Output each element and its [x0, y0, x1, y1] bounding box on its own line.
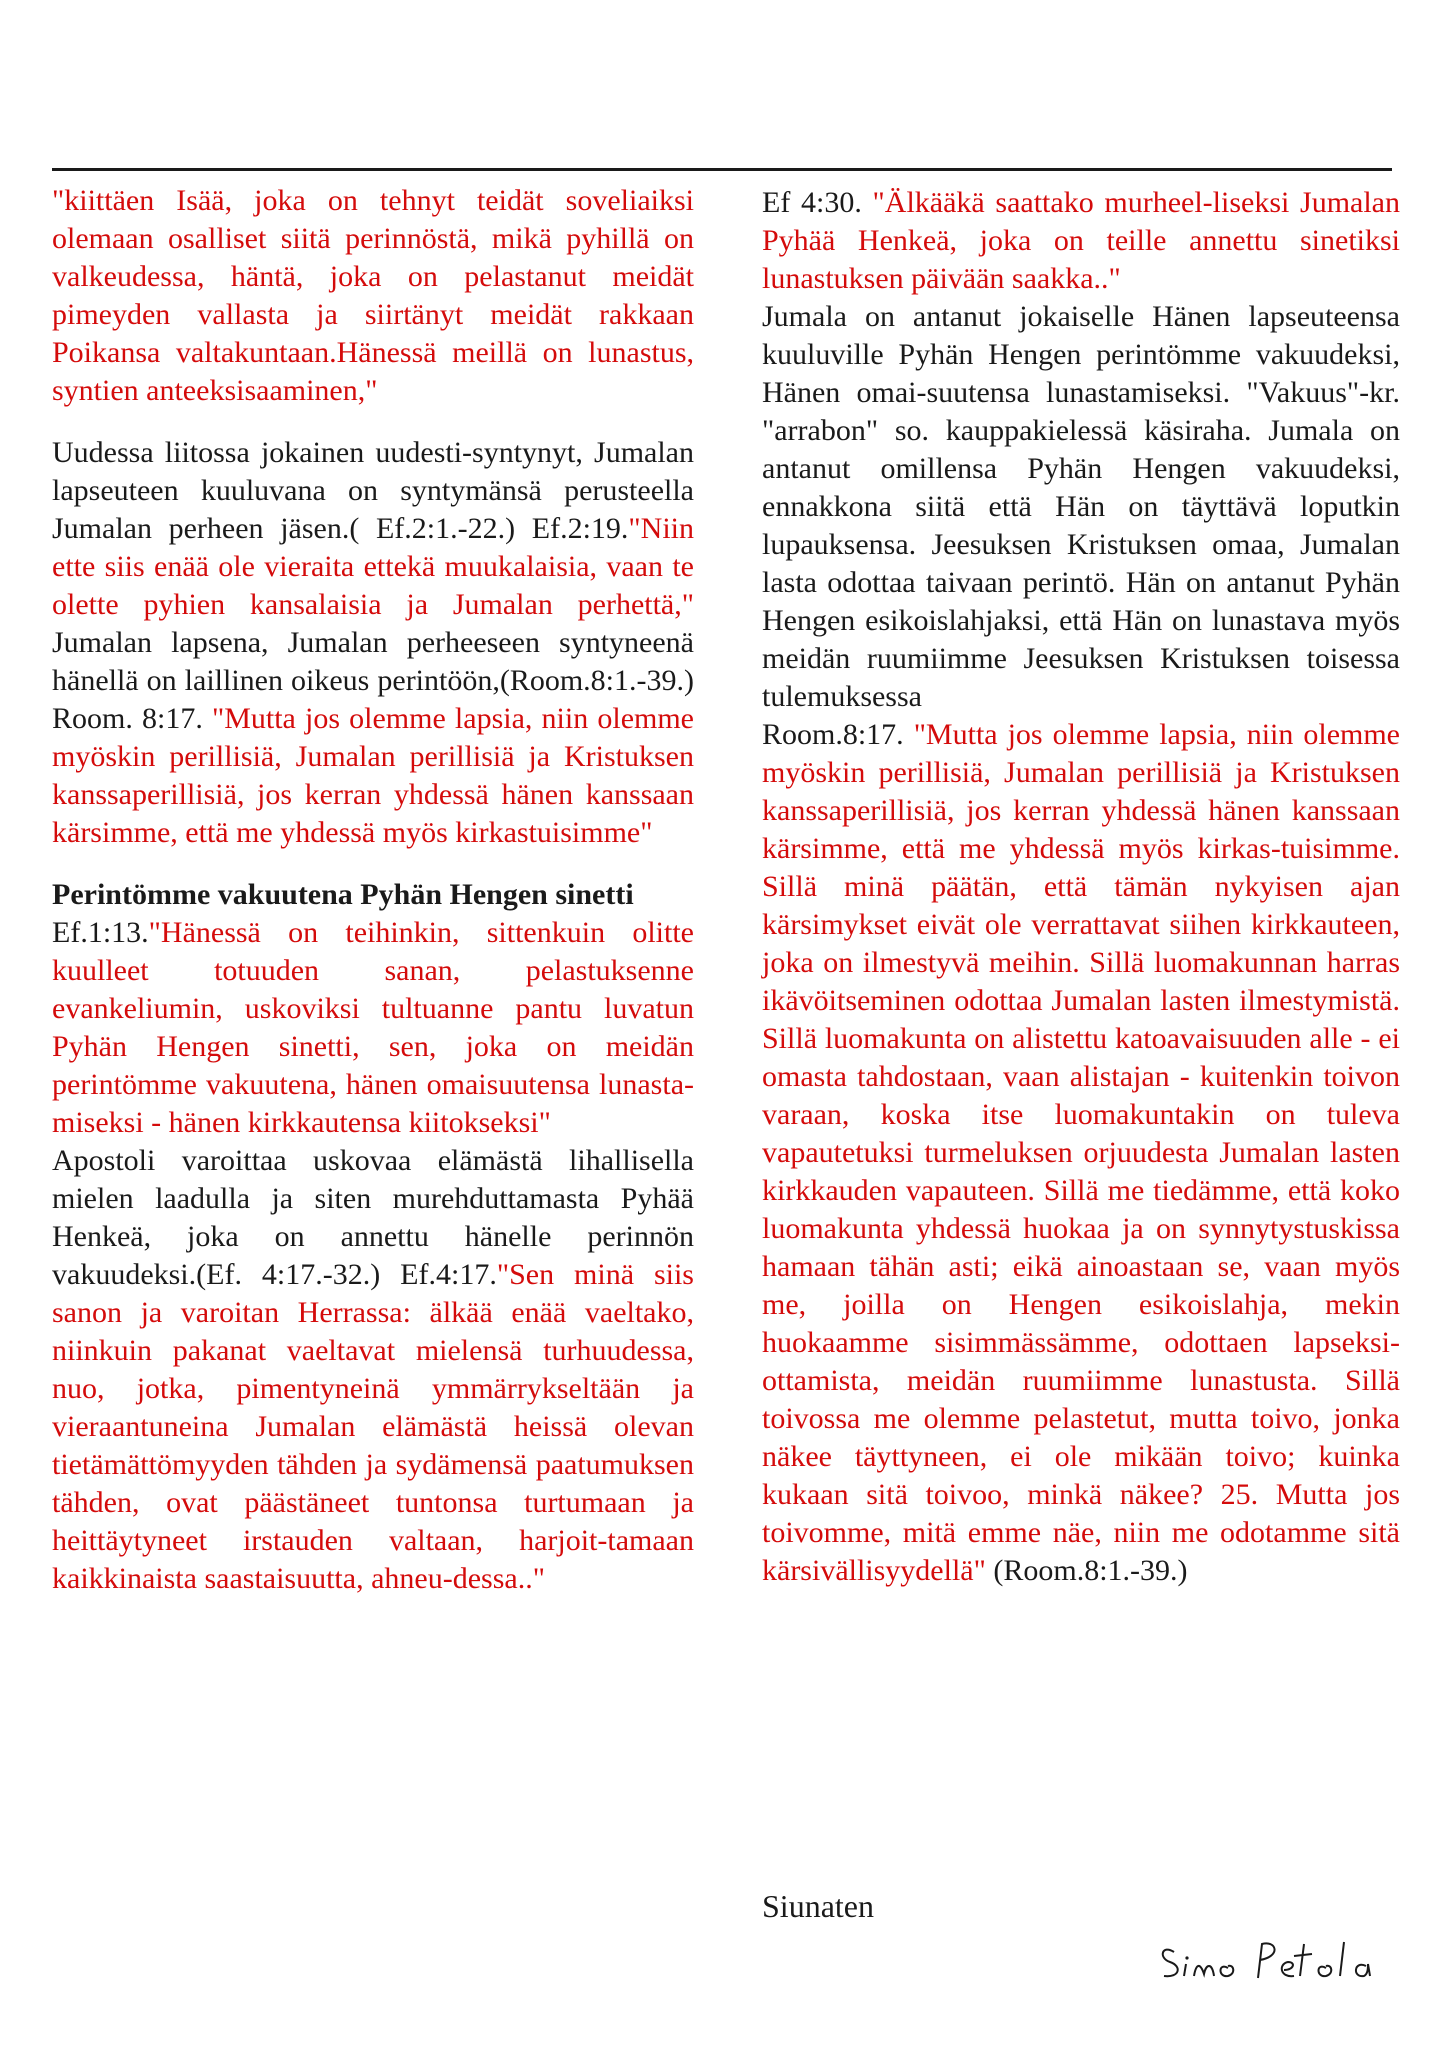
- closing-greeting: Siunaten: [762, 1888, 874, 1924]
- right-romans-ref-2: (Room.8:1.-39.): [993, 1554, 1188, 1587]
- right-eph-ref: Ef 4:30.: [762, 186, 873, 219]
- left-paragraph-warning: [52, 1142, 694, 1598]
- right-paragraph-romans: [762, 716, 1400, 1590]
- left-column: [52, 182, 694, 1598]
- right-paragraph-ephesians: [762, 184, 1400, 298]
- left-family-text-2: Jumalan lapsena, Jumalan perheeseen syntyneenä hänellä on laillinen oikeus perintöön,(Room.8:1.-39.) Room. 8:17.: [52, 626, 694, 735]
- left-quote-colossians: "kiittäen Isää, joka on tehnyt teidät soveliaiksi olemaan osalliset siitä perinnöstä, mikä pyhillä on valkeudessa, häntä, joka on pelastanut meidät pimeyden vallasta ja siirtänyt meidät rakkaan Poikansa valtakuntaan.Hänessä meillä on lunastus, syntien anteeksisaaminen,": [52, 184, 694, 407]
- left-family-quote-2: "Mutta jos olemme lapsia, niin olemme myöskin perillisiä, Jumalan perillisiä ja Kristuksen kanssaperillisiä, jos kerran yhdessä hänen kanssaan kärsimme, että me yhdessä myös kirkastuisimme": [52, 702, 694, 849]
- right-column: [762, 184, 1400, 1590]
- right-paragraph-pledge: Jumala on antanut jokaiselle Hänen lapseuteensa kuuluville Pyhän Hengen perintömme vakuudeksi, Hänen omai-suutensa lunastamiseksi. "Vakuus"-kr. "arrabon" so. kauppakielessä käsiraha. Jumala on antanut omillensa Pyhän Hengen vakuudeksi, ennakkona siitä että Hän on täyttävä loputkin lupauksensa. Jeesuksen Kristuksen omaa, Jumalan lasta odottaa taivaan perintö. Hän on antanut Pyhän Hengen esikoislahjaksi, että Hän on lunastava myös meidän ruumiimme Jeesuksen Kristuksen toisessa tulemuksessa: [762, 300, 1400, 713]
- left-family-text: Uudessa liitossa jokainen uudesti-syntynyt, Jumalan lapseuteen kuuluvana on syntymänsä perusteella Jumalan perheen jäsen.( Ef.2:1.-22.) Ef.2:19.: [52, 436, 694, 545]
- section-heading: Perintömme vakuutena Pyhän Hengen sinetti: [52, 878, 634, 911]
- left-paragraph-family: [52, 434, 694, 852]
- left-warning-quote: "Sen minä siis sanon ja varoitan Herrassa: älkää enää vaeltako, niinkuin pakanat vaeltavat mielensä turhuudessa, nuo, jotka, pimentyneinä ymmärrykseltään ja vieraantuneina Jumalan elämästä heissä olevan tietämättömyyden tähden ja sydämensä paatumuksen tähden, ovat päästäneet tuntonsa turtumaan ja heittäytyneet irstauden valtaan, harjoit-tamaan kaikkinaista saastaisuutta, ahneu-dessa..": [52, 1258, 694, 1595]
- top-rule: [52, 168, 1392, 171]
- left-family-quote: "Niin ette siis enää ole vieraita ettekä muukalaisia, vaan te olette pyhien kansalaisia ja Jumalan perhettä,": [52, 512, 694, 621]
- right-romans-quote: "Mutta jos olemme lapsia, niin olemme myöskin perillisiä, Jumalan perillisiä ja Kristuksen kanssaperillisiä, jos kerran yhdessä hänen kanssaan kärsimme, että me yhdessä myös kirkas-tuisimme. Sillä minä päätän, että tämän nykyisen ajan kärsimykset eivät ole verrattavat siihen kirkkauteen, joka on ilmestyvä meihin. Sillä luomakunnan harras ikävöitseminen odottaa Jumalan lasten ilmestymistä. Sillä luomakunta on alistettu katoavaisuuden alle - ei omasta tahdostaan, vaan alistajan - kuitenkin toivon varaan, koska itse luomakuntakin on tuleva vapautetuksi turmeluksen orjuudesta Jumalan lasten kirkkauden vapauteen. Sillä me tiedämme, että koko luomakunta yhdessä huokaa ja on synnytystuskissa hamaan tähän asti; eikä ainoastaan se, vaan myös me, joilla on Hengen esikoislahja, mekin huokaamme sisimmässämme, odottaen lapseksi-ottamista, meidän ruumiimme lunastusta. Sillä toivossa me olemme pelastetut, mutta toivo, jonka näkee täyttyneen, ei ole mikään toivo; kuinka kukaan sitä toivoo, minkä näkee? 25. Mutta jos toivomme, mitä emme näe, niin me odotamme sitä kärsivällisyydellä": [762, 718, 1400, 1587]
- left-seal-quote: "Hänessä on teihinkin, sittenkuin olitte kuulleet totuuden sanan, pelastuksenne evankeliumin, uskoviksi tultuanne pantu luvatun Pyhän Hengen sinetti, sen, joka on meidän perintömme vakuutena, hänen omaisuutensa lunasta-miseksi - hänen kirkkautensa kiitokseksi": [52, 916, 694, 1139]
- signature-image: [1154, 1930, 1414, 1986]
- right-eph-quote: "Älkääkä saattako murheel-liseksi Jumalan Pyhää Henkeä, joka on teille annettu sinetiksi lunastuksen päivään saakka..": [762, 186, 1400, 295]
- left-seal-ref: Ef.1:13.: [52, 916, 149, 949]
- left-paragraph-seal: [52, 914, 694, 1142]
- right-romans-ref: Room.8:17.: [762, 718, 914, 751]
- handwritten-signature: [1154, 1930, 1414, 1986]
- left-warning-text: Apostoli varoittaa uskovaa elämästä lihallisella mielen laadulla ja siten murehduttamasta Pyhää Henkeä, joka on annettu hänelle perinnön vakuudeksi.(Ef. 4:17.-32.) Ef.4:17.: [52, 1144, 694, 1291]
